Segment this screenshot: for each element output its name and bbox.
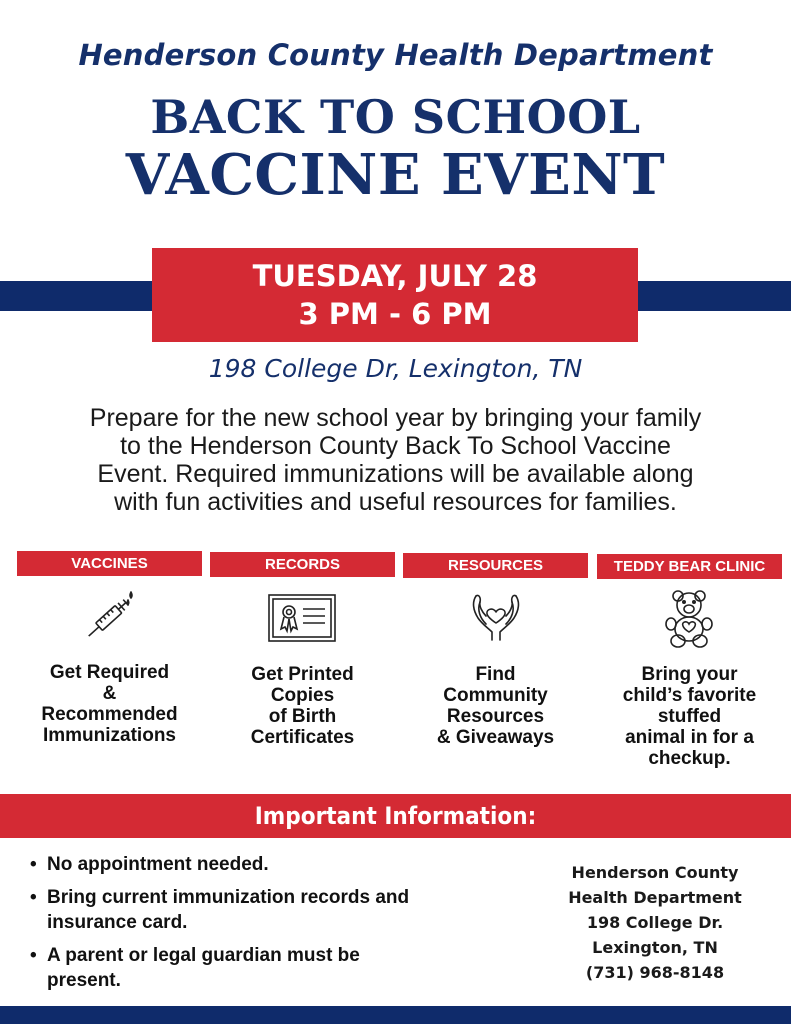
feature-line: checkup. [648,748,731,769]
event-time: 3 PM - 6 PM [298,297,492,331]
footer-stripe [0,1006,791,1024]
contact-line: Henderson County [571,863,739,882]
bullet-dot: • [30,945,37,966]
event-date: TUESDAY, JULY 28 [252,259,538,293]
feature-line: Community [443,685,548,706]
contact-line: Lexington, TN [592,938,718,957]
title-line-1: BACK TO SCHOOL [150,90,641,144]
intro-paragraph [40,404,751,516]
bullet-line: A parent or legal guardian must be [47,945,360,966]
contact-block [540,860,770,985]
bullet-line: present. [47,970,121,991]
teddy-bear-description [597,664,782,769]
bullet-dot: • [30,887,37,908]
vaccines-chip: VACCINES [17,551,202,576]
intro-line: Event. Required immunizations will be available along [97,460,694,488]
resources-description [403,664,588,748]
teddy-bear-icon [649,586,729,650]
hands-heart-icon [456,586,536,650]
feature-line: Certificates [250,727,355,748]
bullet-line: Bring current immunization records and [47,887,410,908]
contact-line: Health Department [568,888,742,907]
important-information-heading: Important Information: [0,794,791,838]
event-address: 198 College Dr, Lexington, TN [208,354,583,383]
date-time-banner [152,248,638,342]
organization-name: Henderson County Health Department [78,38,713,72]
feature-line: animal in for a [625,727,754,748]
intro-line: Prepare for the new school year by bringing your family [89,404,702,432]
feature-line: of Birth [268,706,337,727]
feature-line: Bring your [641,664,738,685]
certificate-icon [263,588,343,652]
feature-line: Resources [446,706,545,727]
feature-line: & [102,683,117,704]
contact-phone: (731) 968-8148 [585,963,725,982]
title-line-2: VACCINE EVENT [125,142,666,208]
records-chip: RECORDS [210,552,395,577]
syringe-icon [71,584,151,648]
bullet-line: insurance card. [47,912,188,933]
info-bullet-list [28,852,468,1001]
feature-line: Recommended [41,704,178,725]
contact-line: 198 College Dr. [586,913,724,932]
bullet-line: No appointment needed. [47,854,269,875]
resources-chip: RESOURCES [403,553,588,578]
feature-line: Find [475,664,516,685]
feature-line: Get Required [49,662,170,683]
vaccines-description [17,662,202,746]
bullet-dot: • [30,854,37,875]
intro-line: with fun activities and useful resources for families. [114,488,677,516]
feature-line: Get Printed [251,664,354,685]
feature-line: child’s favorite [622,685,757,706]
info-bullet [28,885,468,935]
feature-line: & Giveaways [436,727,555,748]
feature-line: Immunizations [42,725,176,746]
records-description [210,664,395,748]
feature-line: Copies [270,685,335,706]
info-bullet [28,852,468,877]
intro-line: to the Henderson County Back To School Vaccine [120,432,671,460]
feature-line: stuffed [657,706,722,727]
info-bullet [28,943,468,993]
teddy-bear-clinic-chip: TEDDY BEAR CLINIC [597,554,782,579]
